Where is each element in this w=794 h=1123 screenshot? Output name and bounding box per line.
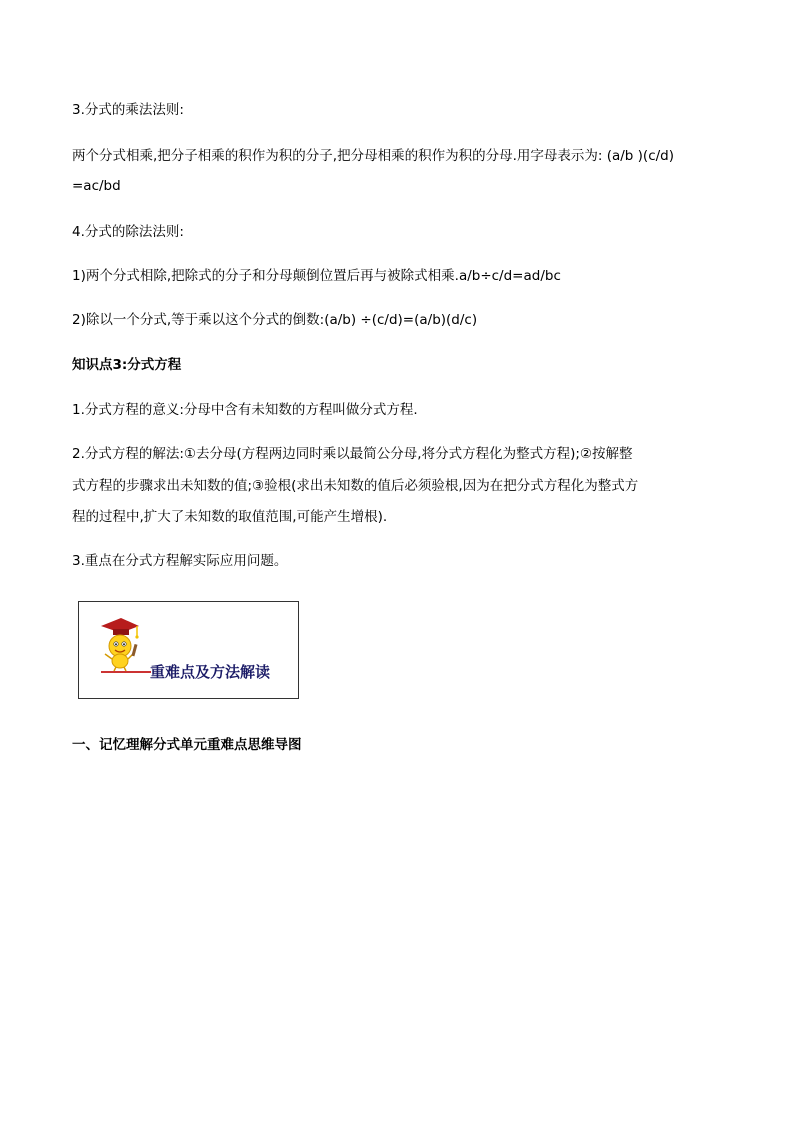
equation-item1: 1.分式方程的意义:分母中含有未知数的方程叫做分式方程. [72, 402, 418, 418]
subheading-mind-map: 一、记忆理解分式单元重难点思维导图 [72, 737, 302, 753]
section4-title: 4.分式的除法法则: [72, 224, 184, 240]
section4-item1: 1)两个分式相除,把除式的分子和分母颠倒位置后再与被除式相乘.a/b÷c/d=ad/bc [72, 268, 561, 284]
equation-item3: 3.重点在分式方程解实际应用问题。 [72, 553, 288, 569]
section3-body-line2: =ac/bd [72, 178, 121, 194]
section4-item2: 2)除以一个分式,等于乘以这个分式的倒数:(a/b) ÷(c/d)=(a/b)(d/c) [72, 312, 478, 328]
section3-body-line1: 两个分式相乘,把分子相乘的积作为积的分子,把分母相乘的积作为积的分母.用字母表示为: (a/b )(c/d) [72, 148, 675, 164]
banner-divider-line [101, 671, 151, 673]
equation-item2-line2: 式方程的步骤求出未知数的值;③验根(求出未知数的值后必须验根,因为在把分式方程化为整式方 [72, 478, 639, 494]
banner-title: 重难点及方法解读 [150, 663, 271, 681]
section3-title: 3.分式的乘法法则: [72, 102, 184, 118]
key-points-banner [78, 601, 299, 699]
equation-item2-line1: 2.分式方程的解法:①去分母(方程两边同时乘以最简公分母,将分式方程化为整式方程);②按解整 [72, 446, 633, 462]
knowledge-point-3-title: 知识点3:分式方程 [72, 357, 182, 373]
graduate-mascot-icon [95, 616, 143, 672]
equation-item2-line3: 程的过程中,扩大了未知数的取值范围,可能产生增根). [72, 509, 388, 525]
